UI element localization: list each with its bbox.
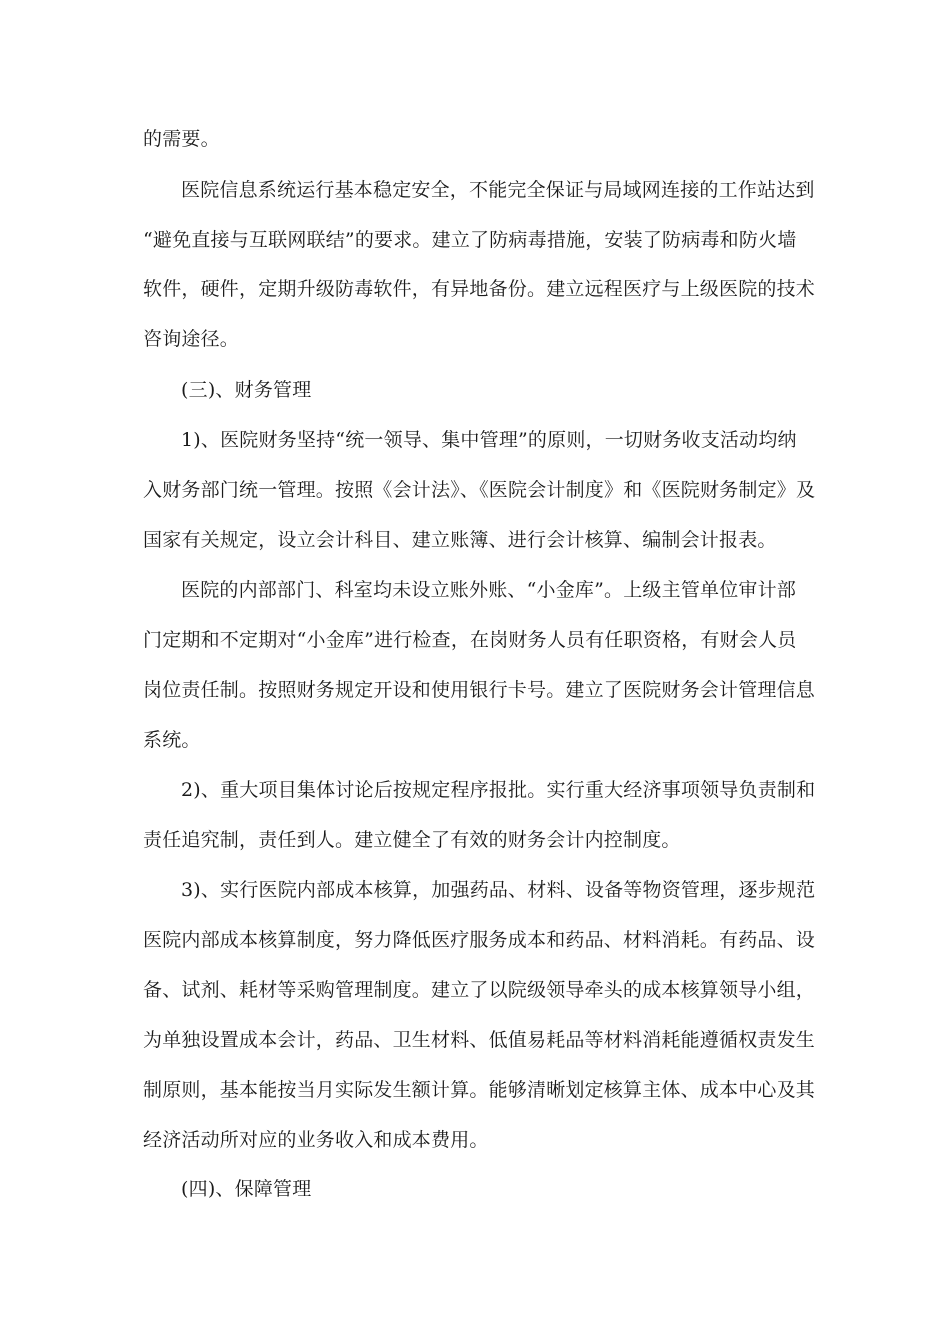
section-heading: (三)、财务管理 <box>181 379 312 401</box>
text-line: 国家有关规定，设立会计科目、建立账簿、进行会计核算、编制会计报表。 <box>143 529 777 551</box>
text-line: 的需要。 <box>143 128 220 150</box>
text-line: 1)、医院财务坚持“统一领导、集中管理”的原则，一切财务收支活动均纳 <box>181 429 797 451</box>
text-line: 经济活动所对应的业务收入和成本费用。 <box>143 1129 489 1151</box>
text-line: 3)、实行医院内部成本核算，加强药品、材料、设备等物资管理，逐步规范 <box>181 879 816 901</box>
text-line: “避免直接与互联网联结”的要求。建立了防病毒措施，安装了防病毒和防火墙 <box>143 229 797 251</box>
text-line: 系统。 <box>143 729 201 751</box>
text-line: 岗位责任制。按照财务规定开设和使用银行卡号。建立了医院财务会计管理信息 <box>143 679 816 701</box>
text-line: 制原则，基本能按当月实际发生额计算。能够清晰划定核算主体、成本中心及其 <box>143 1079 816 1101</box>
text-line: 备、试剂、耗材等采购管理制度。建立了以院级领导牵头的成本核算领导小组， <box>143 979 816 1001</box>
text-line: 医院信息系统运行基本稳定安全，不能完全保证与局域网连接的工作站达到 <box>181 179 815 201</box>
text-line: 为单独设置成本会计，药品、卫生材料、低值易耗品等材料消耗能遵循权责发生 <box>143 1029 816 1051</box>
text-line: 入财务部门统一管理。按照《会计法》、《医院会计制度》和《医院财务制定》及 <box>143 479 816 501</box>
text-line: 医院的内部部门、科室均未设立账外账、“小金库”。上级主管单位审计部 <box>181 579 797 601</box>
text-line: 咨询途径。 <box>143 328 240 350</box>
text-line: 责任追究制，责任到人。建立健全了有效的财务会计内控制度。 <box>143 829 681 851</box>
text-line: 门定期和不定期对“小金库”进行检查，在岗财务人员有任职资格，有财会人员 <box>143 629 797 651</box>
text-line: 软件，硬件，定期升级防毒软件，有异地备份。建立远程医疗与上级医院的技术 <box>143 278 816 300</box>
text-line: 医院内部成本核算制度，努力降低医疗服务成本和药品、材料消耗。有药品、设 <box>143 929 816 951</box>
section-heading: (四)、保障管理 <box>181 1178 312 1200</box>
text-line: 2)、重大项目集体讨论后按规定程序报批。实行重大经济事项领导负责制和 <box>181 779 816 801</box>
